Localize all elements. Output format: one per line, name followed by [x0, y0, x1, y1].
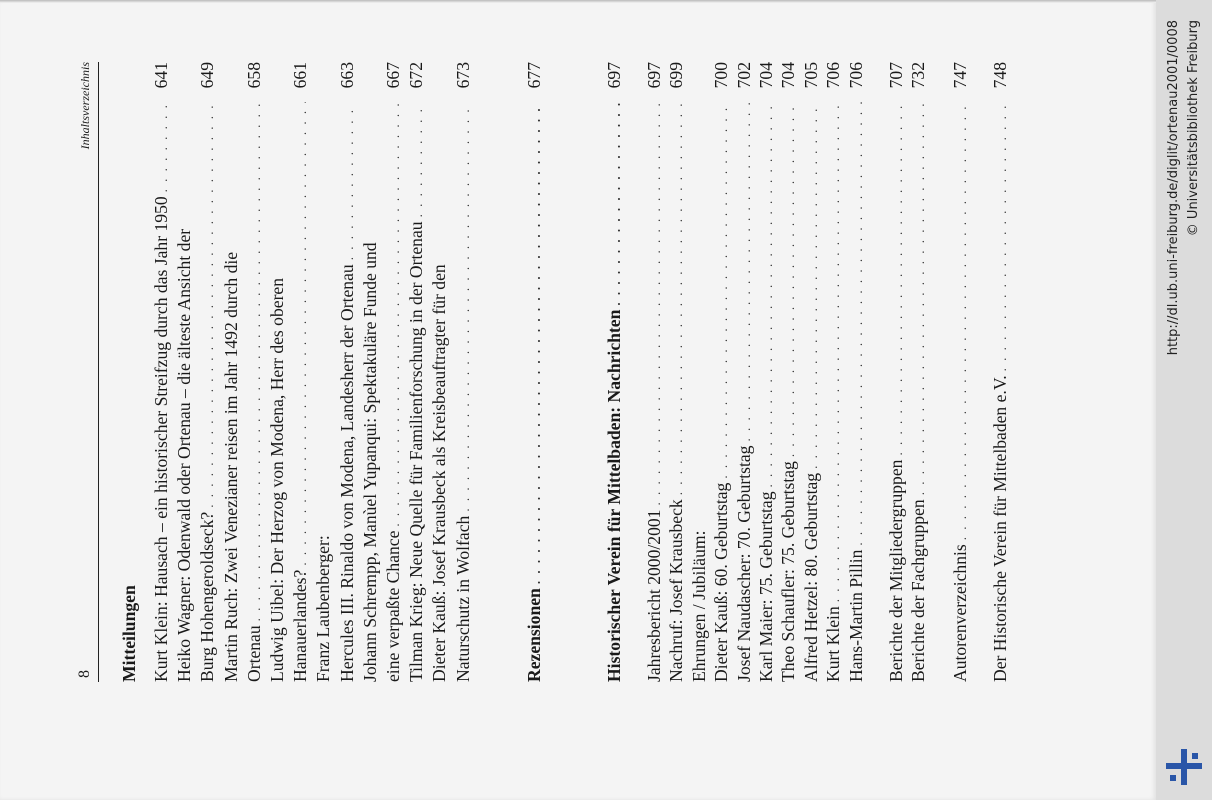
toc-leader-dots	[525, 102, 547, 584]
toc-leader-dots	[384, 102, 406, 527]
viewer-side-text	[1156, 0, 1212, 800]
toc-entry-page: 704	[778, 62, 799, 89]
toc-entry-page: 704	[756, 62, 776, 89]
toc-entry[interactable]	[643, 62, 665, 682]
toc-entry[interactable]	[452, 62, 474, 682]
toc-entry-page: 697	[604, 62, 624, 89]
toc-leader-dots	[712, 102, 734, 479]
toc-entry-text: Dieter Kauß: 60. Geburtstag	[711, 482, 732, 682]
toc-entry[interactable]	[845, 62, 867, 682]
toc-entry-text: Dieter Kauß: Josef Krausbeck als Kreisbeauftragter für den	[429, 264, 450, 682]
toc-entry[interactable]	[885, 62, 907, 682]
toc-entry-text: Josef Naudascher: 70. Geburtstag	[733, 445, 754, 682]
toc-entry-text: Autorenverzeichnis	[950, 544, 970, 682]
toc-entry[interactable]	[907, 62, 929, 682]
toc-entry-page: 705	[800, 62, 821, 89]
toc-entry-text: Berichte der Mitgliedergruppen	[886, 459, 906, 682]
toc-entry	[173, 62, 195, 682]
toc-entry[interactable]	[243, 62, 265, 682]
source-url[interactable]: http://dl.ub.uni-freiburg.de/diglit/ortenau2001/0008	[1166, 20, 1181, 356]
toc-entry-text: Karl Maier: 75. Geburtstag	[756, 491, 776, 682]
toc-entry-page: 699	[666, 62, 687, 89]
toc-entry-historischer-verein[interactable]	[603, 62, 625, 682]
toc-leader-dots	[735, 102, 757, 442]
toc-entry-text: Ortenau	[243, 625, 264, 682]
toc-entry-text: Johann Schrempp, Manùel Yupanqui: Spektakuläre Funde und	[359, 242, 380, 682]
toc-entry-text: Ludwig Uibel: Der Herzog von Modena, Herr des oberen	[267, 277, 287, 682]
toc-entry-page: 707	[886, 62, 906, 89]
toc-leader-dots	[887, 102, 909, 456]
toc-entry[interactable]	[382, 62, 404, 682]
toc-entry[interactable]	[733, 62, 755, 682]
toc-leader-dots	[909, 102, 931, 495]
toc-leader-dots	[779, 102, 801, 457]
toc-entry	[359, 62, 381, 682]
toc-entry-page: 700	[711, 62, 732, 89]
toc-entry-text: Hercules III. Rinaldo von Modena, Landesherr der Ortenau	[336, 264, 357, 682]
toc-entry-page: 667	[383, 62, 403, 89]
toc-entry	[220, 62, 242, 682]
toc-entry-page: 672	[406, 62, 427, 89]
toc-entry	[428, 62, 450, 682]
toc-entry-text: Berichte der Fachgruppen	[908, 499, 929, 682]
toc-entry-page: 747	[950, 62, 970, 89]
toc-leader-dots	[645, 102, 667, 506]
toc-entry	[312, 62, 334, 682]
toc-leader-dots	[291, 102, 313, 566]
toc-entry-historischer-verein-ev[interactable]	[989, 62, 1011, 682]
toc-entry-page: 677	[524, 62, 544, 89]
toc-entry-page: 706	[845, 62, 866, 89]
toc-entry-page: 673	[452, 62, 473, 89]
toc-entry[interactable]	[665, 62, 687, 682]
toc-entry-autorenverzeichnis[interactable]	[949, 62, 971, 682]
section-heading-mitteilungen: Mitteilungen	[119, 585, 139, 682]
toc-entry-text: Rezensionen	[524, 588, 544, 682]
toc-entry-rezensionen[interactable]	[523, 62, 545, 682]
toc-entry-text: eine verpaßte Chance	[383, 530, 403, 682]
toc-entry[interactable]	[196, 62, 218, 682]
toc-entry-page: 748	[990, 62, 1010, 89]
toc-entry-text: Jahresbericht 2000/2001	[644, 509, 664, 682]
toc-entry-page: 706	[823, 62, 844, 89]
toc-entry-text: Tilman Krieg: Neue Quelle für Familienforschung in der Ortenau	[406, 221, 427, 682]
toc-leader-dots	[338, 102, 360, 260]
toc-entry-page: 641	[151, 62, 171, 89]
toc-entry[interactable]	[777, 62, 799, 682]
toc-entry-page: 661	[290, 62, 311, 89]
toc-leader-dots	[802, 102, 824, 469]
toc-entry-page: 732	[908, 62, 929, 89]
toc-entry-text: Kurt Klein	[823, 606, 844, 682]
toc-entry[interactable]	[822, 62, 844, 682]
toc-entry	[688, 62, 710, 682]
toc-leader-dots	[847, 102, 869, 546]
copyright-notice: © Universitätsbibliothek Freiburg	[1186, 20, 1201, 237]
toc-entry[interactable]	[150, 62, 172, 682]
toc-leader-dots	[757, 102, 779, 487]
toc-entry-text: Alfred Hetzel: 80. Geburtstag	[800, 472, 821, 682]
page-number: 8	[76, 670, 93, 678]
toc-entry-text: Historischer Verein für Mittelbaden: Nachrichten	[604, 309, 624, 682]
toc-leader-dots	[454, 102, 476, 512]
toc-entry[interactable]	[710, 62, 732, 682]
toc-entry[interactable]	[800, 62, 822, 682]
toc-entry-page: 649	[197, 62, 218, 89]
toc-entry[interactable]	[755, 62, 777, 682]
toc-entry-text: Theo Schaufler: 75. Geburtstag	[778, 461, 799, 682]
library-logo-icon	[1162, 745, 1206, 789]
page-header	[72, 62, 99, 682]
toc-leader-dots	[824, 102, 846, 602]
toc-entry-page: 658	[243, 62, 264, 89]
toc-leader-dots	[991, 102, 1013, 371]
toc-leader-dots	[605, 102, 627, 306]
toc-entry[interactable]	[336, 62, 358, 682]
toc-entry-text: Hans-Martin Pillin	[845, 549, 866, 682]
toc-entry	[266, 62, 288, 682]
toc-leader-dots	[951, 102, 973, 540]
toc-entry-page: 702	[733, 62, 754, 89]
toc-leader-dots	[198, 102, 220, 508]
toc-entry-text: Nachruf: Josef Krausbeck	[666, 499, 687, 682]
toc-entry-text: Kurt Klein: Hausach – ein historischer Streifzug durch das Jahr 1950	[151, 196, 171, 682]
toc-entry-page: 663	[336, 62, 357, 89]
toc-entry-text: Franz Laubenberger:	[313, 535, 334, 682]
toc-entry-text: Heiko Wagner: Odenwald oder Ortenau – die älteste Ansicht der	[174, 228, 195, 682]
running-title: Inhaltsverzeichnis	[78, 62, 92, 150]
toc-entry-page: 697	[644, 62, 664, 89]
toc-leader-dots	[152, 102, 174, 192]
toc-entry-text: Der Historische Verein für Mittelbaden e.V.	[990, 375, 1010, 682]
toc-leader-dots	[667, 102, 689, 495]
toc-leader-dots	[407, 102, 429, 217]
toc-entry-text: Burg Hohengeroldseck?	[197, 511, 218, 682]
toc-entry[interactable]	[289, 62, 311, 682]
toc-leader-dots	[245, 102, 267, 621]
toc-entry-text: Ehrungen / Jubiläum:	[688, 530, 709, 682]
toc-entry-text: Naturschutz in Wolfach	[452, 515, 473, 682]
toc-entry-text: Martin Ruch: Zwei Venezianer reisen im Jahr 1492 durch die	[220, 251, 241, 682]
toc-entry[interactable]	[405, 62, 427, 682]
toc-entry-text: Hanauerlandes?	[290, 569, 311, 682]
